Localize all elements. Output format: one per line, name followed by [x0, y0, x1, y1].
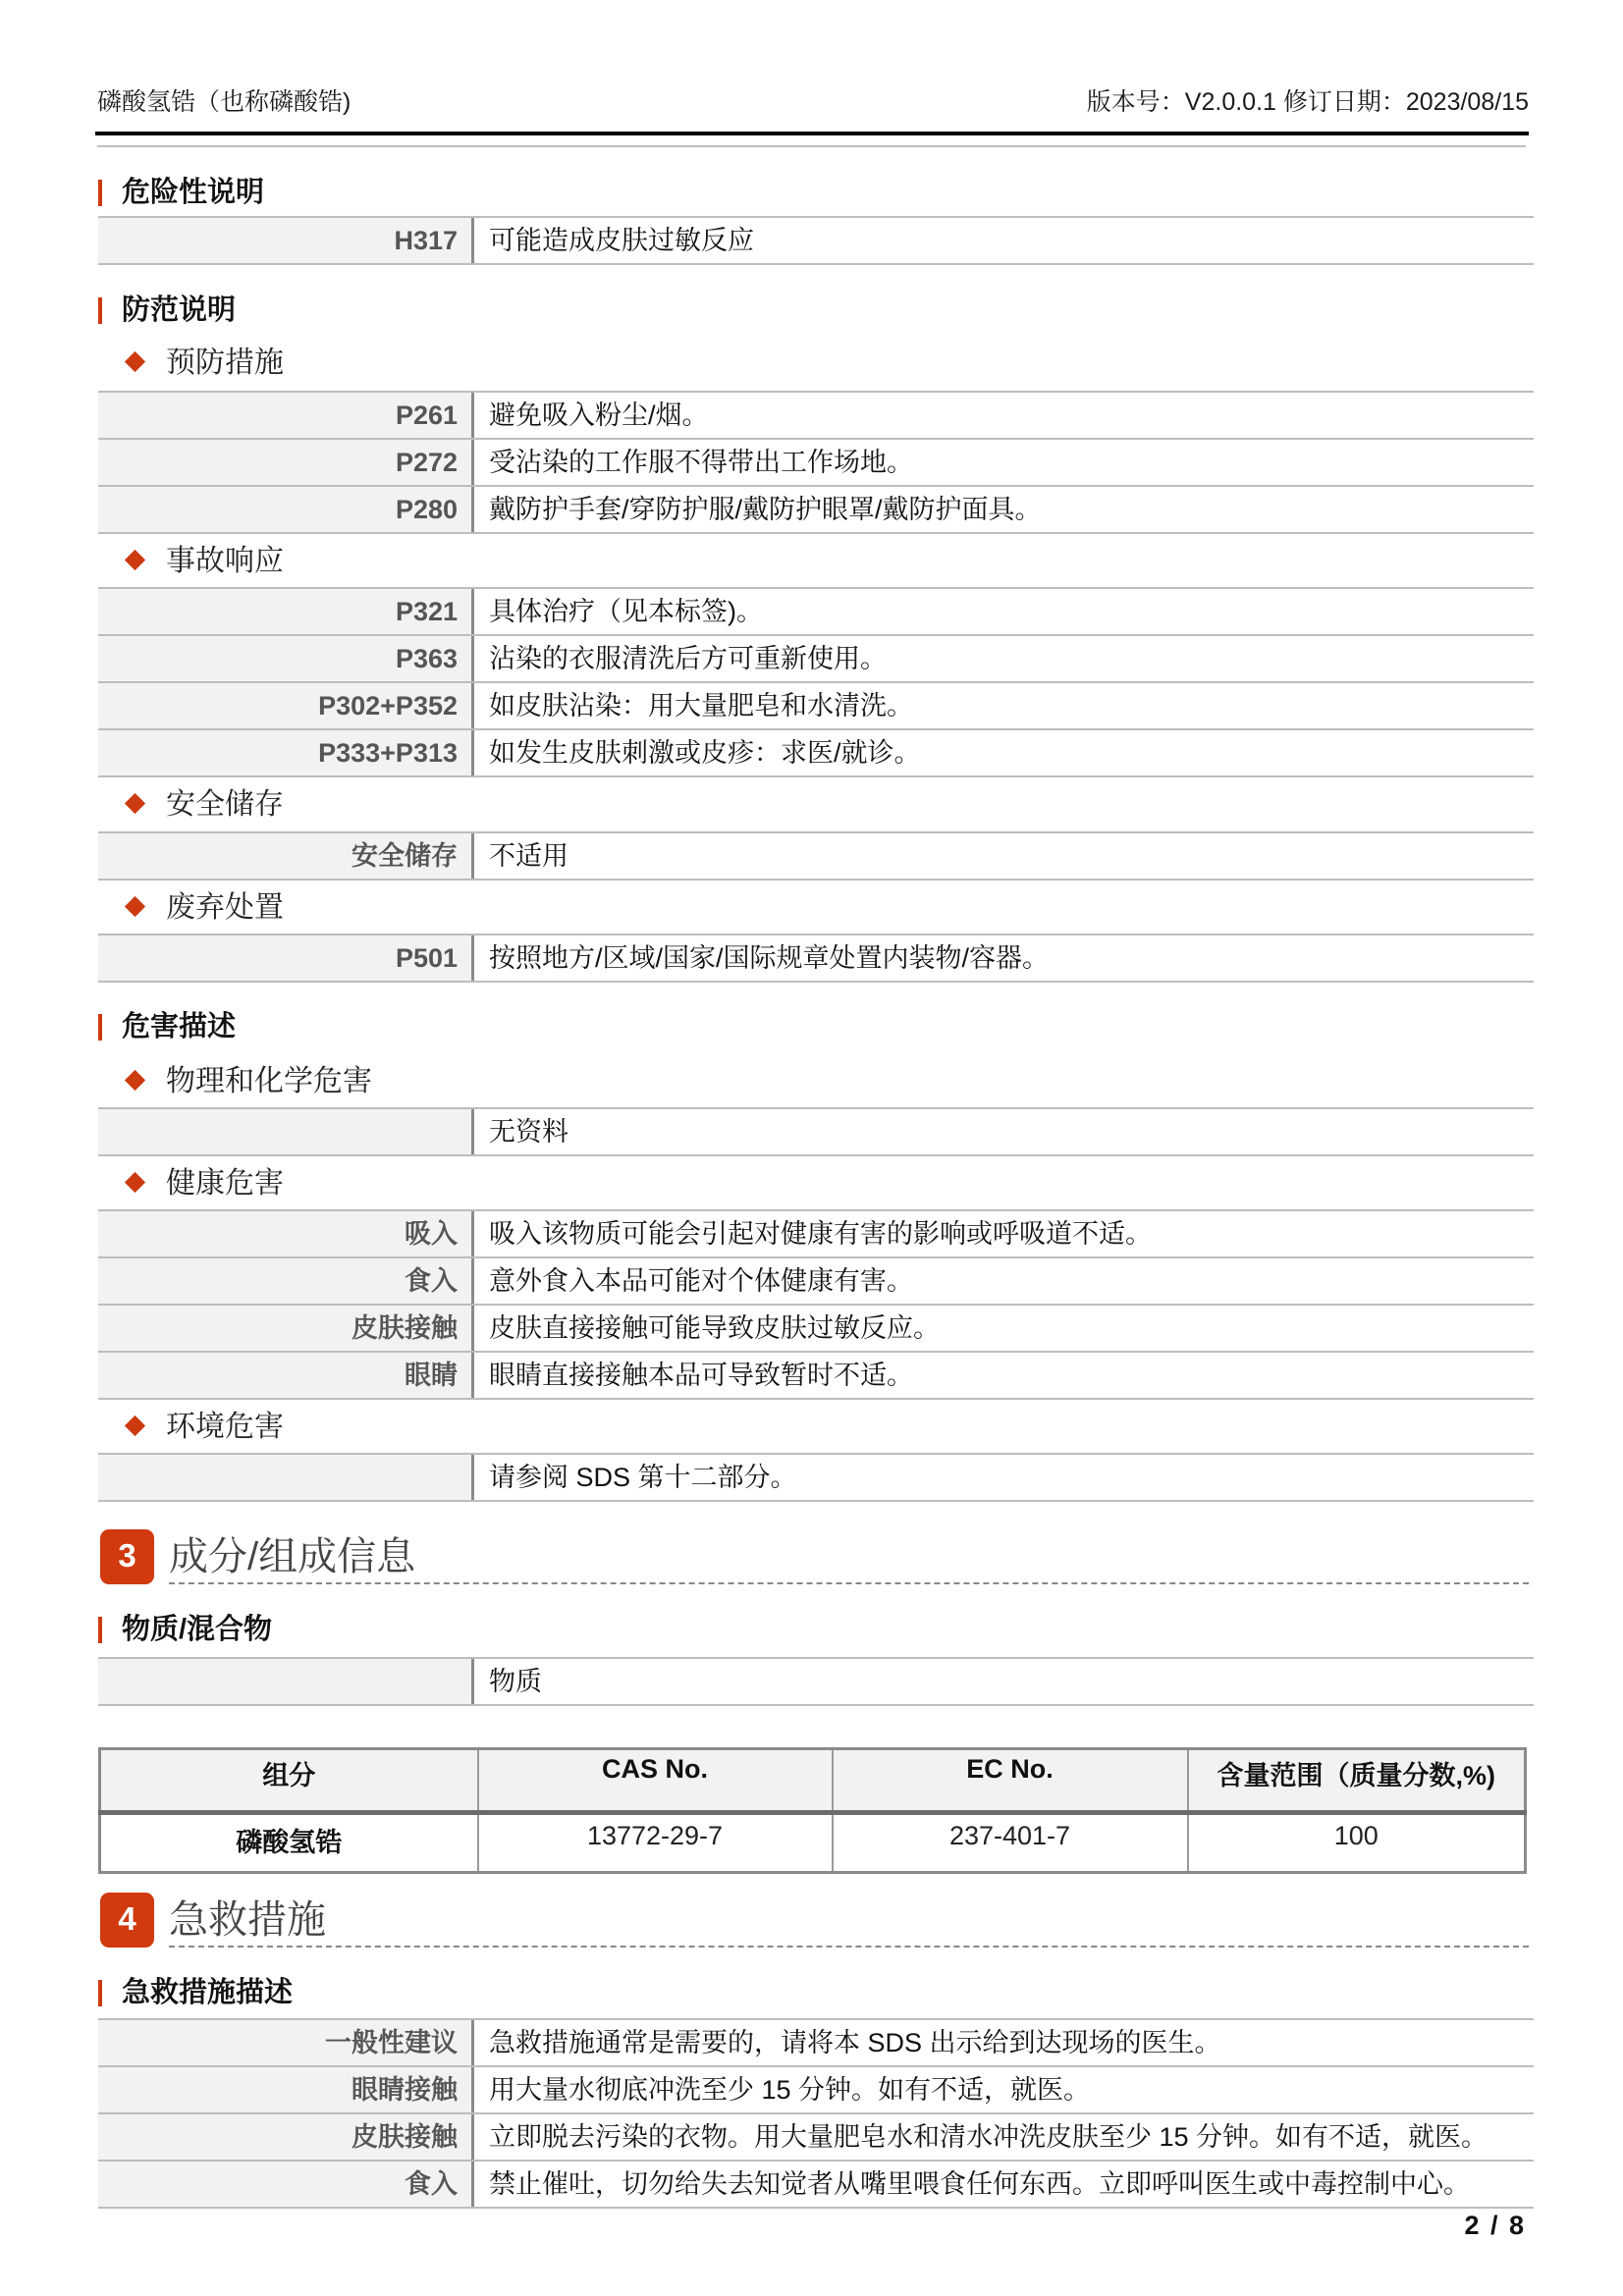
environment-table: [98, 1453, 1534, 1502]
content-range: 100: [1188, 1813, 1526, 1873]
table-row: [98, 1109, 1534, 1156]
statement-code: P302+P352: [98, 683, 474, 728]
first-aid-text: 立即脱去污染的衣物。用大量肥皂水和清水冲洗皮肤至少 15 分钟。如有不适，就医。: [489, 2122, 1488, 2152]
group-title-physchem: 物理和化学危害: [128, 1062, 372, 1101]
first-aid-text: 禁止催吐，切勿给失去知觉者从嘴里喂食任何东西。立即呼叫医生或中毒控制中心。: [489, 2169, 1470, 2199]
table-row: [100, 1813, 1526, 1873]
dashed-rule: [169, 1582, 1529, 1584]
section-number-badge: 3: [100, 1529, 154, 1584]
group-title-storage: 安全储存: [128, 785, 284, 825]
statement-code: P501: [98, 935, 474, 981]
statement-text: 戴防护手套/穿防护服/戴防护眼罩/戴防护面具。: [489, 495, 1042, 524]
table-row: [98, 440, 1534, 487]
substance-mixture-title: 物质/混合物: [98, 1612, 272, 1647]
page-number: 2 / 8: [1464, 2211, 1526, 2240]
statement-text: 具体治疗（见本标签)。: [489, 597, 763, 626]
component-name: 磷酸氢锆: [100, 1813, 478, 1873]
table-row: [98, 487, 1534, 534]
dashed-rule: [169, 1946, 1529, 1948]
table-row: [98, 2114, 1534, 2162]
statement-code: P321: [98, 589, 474, 634]
group-title-prevention: 预防措施: [128, 344, 284, 383]
column-header: 含量范围（质量分数,%): [1188, 1749, 1526, 1813]
statement-text: 按照地方/区域/国家/国际规章处置内装物/容器。: [489, 943, 1050, 973]
table-row: [98, 218, 1534, 265]
first-aid-text: 用大量水彻底冲洗至少 15 分钟。如有不适，就医。: [489, 2075, 1091, 2105]
section-title: 成分/组成信息: [169, 1535, 416, 1578]
statement-code: P333+P313: [98, 730, 474, 775]
statement-text: 如皮肤沾染：用大量肥皂和水清洗。: [489, 691, 913, 721]
table-row: [98, 636, 1534, 683]
statement-text: 受沾染的工作服不得带出工作场地。: [489, 448, 913, 477]
group-title-response: 事故响应: [128, 542, 284, 581]
hazard-label: [98, 1455, 474, 1500]
table-row: [98, 935, 1534, 983]
hazard-text: 请参阅 SDS 第十二部分。: [489, 1463, 797, 1492]
diamond-bullet-icon: [125, 895, 145, 916]
version-info: 版本号：V2.0.0.1 修订日期：2023/08/15: [1086, 88, 1529, 116]
column-header: 组分: [100, 1749, 478, 1813]
hazard-text: 无资料: [489, 1117, 568, 1147]
statement-code: P261: [98, 393, 474, 438]
first-aid-table: [98, 2018, 1534, 2209]
header-subrule: [97, 145, 1526, 147]
diamond-bullet-icon: [125, 549, 145, 569]
table-row: [98, 1258, 1534, 1306]
first-aid-label: 一般性建议: [98, 2020, 474, 2065]
table-row: [98, 2067, 1534, 2114]
statement-code: P280: [98, 487, 474, 532]
health-table: [98, 1209, 1534, 1400]
group-title-disposal: 废弃处置: [128, 888, 284, 928]
substance-value: 物质: [489, 1667, 542, 1696]
hazard-label: 眼睛: [98, 1353, 474, 1398]
diamond-bullet-icon: [125, 1171, 145, 1192]
substance-table: [98, 1657, 1534, 1706]
statement-code: H317: [98, 218, 474, 263]
table-row: [98, 1353, 1534, 1400]
first-aid-label: 食入: [98, 2162, 474, 2207]
table-row: [98, 683, 1534, 730]
statement-text: 可能造成皮肤过敏反应: [489, 226, 754, 255]
physchem-table: [98, 1107, 1534, 1156]
statement-text: 避免吸入粉尘/烟。: [489, 400, 709, 430]
table-row: [98, 2162, 1534, 2209]
precautionary-statements-title: 防范说明: [98, 293, 236, 328]
hazard-text: 意外食入本品可能对个体健康有害。: [489, 1266, 913, 1296]
hazard-label: [98, 1109, 474, 1154]
section-number-badge: 4: [100, 1893, 154, 1948]
table-row: [98, 833, 1534, 881]
composition-table: [98, 1747, 1527, 1874]
statement-code: P272: [98, 440, 474, 485]
first-aid-description-title: 急救措施描述: [98, 1975, 293, 2010]
statement-text: 如发生皮肤刺激或皮疹：求医/就诊。: [489, 738, 921, 768]
document-title: 磷酸氢锆（也称磷酸锆): [97, 88, 352, 116]
hazard-statements-title: 危险性说明: [98, 175, 264, 210]
storage-table: [98, 831, 1534, 881]
ec-number: 237-401-7: [833, 1813, 1188, 1873]
table-row: [98, 730, 1534, 777]
hazard-text: 眼睛直接接触本品可导致暂时不适。: [489, 1361, 913, 1390]
hazard-label: 吸入: [98, 1211, 474, 1256]
substance-label: [98, 1659, 474, 1704]
table-row: [98, 393, 1534, 440]
header-rule: [95, 132, 1529, 135]
disposal-table: [98, 934, 1534, 983]
hazard-text: 皮肤直接接触可能导致皮肤过敏反应。: [489, 1313, 940, 1343]
statement-code: P363: [98, 636, 474, 681]
section-3-heading: [100, 1529, 1529, 1584]
section-4-heading: [100, 1893, 1529, 1948]
statement-text: 不适用: [489, 841, 568, 871]
table-row: [98, 1211, 1534, 1258]
first-aid-text: 急救措施通常是需要的，请将本 SDS 出示给到达现场的医生。: [489, 2028, 1221, 2057]
diamond-bullet-icon: [125, 1415, 145, 1435]
group-title-environment: 环境危害: [128, 1408, 284, 1447]
column-header: EC No.: [833, 1749, 1188, 1813]
hazard-label: 皮肤接触: [98, 1306, 474, 1351]
cas-number: 13772-29-7: [478, 1813, 833, 1873]
hazard-text: 吸入该物质可能会引起对健康有害的影响或呼吸道不适。: [489, 1219, 1152, 1249]
table-row: [98, 1455, 1534, 1502]
hazard-description-title: 危害描述: [98, 1009, 236, 1044]
group-title-health: 健康危害: [128, 1164, 284, 1203]
first-aid-label: 眼睛接触: [98, 2067, 474, 2112]
hazard-label: 食入: [98, 1258, 474, 1304]
table-row: [98, 589, 1534, 636]
table-row: [98, 1659, 1534, 1706]
page-header: [97, 82, 1529, 118]
table-row: [98, 1306, 1534, 1353]
response-table: [98, 587, 1534, 777]
statement-text: 沾染的衣服清洗后方可重新使用。: [489, 644, 887, 673]
table-header-row: [100, 1749, 1526, 1813]
hazard-statements-table: [98, 216, 1534, 265]
section-title: 急救措施: [169, 1898, 326, 1942]
table-row: [98, 2020, 1534, 2067]
column-header: CAS No.: [478, 1749, 833, 1813]
statement-code: 安全储存: [98, 833, 474, 879]
diamond-bullet-icon: [125, 350, 145, 371]
diamond-bullet-icon: [125, 1069, 145, 1090]
prevention-table: [98, 391, 1534, 534]
first-aid-label: 皮肤接触: [98, 2114, 474, 2160]
diamond-bullet-icon: [125, 792, 145, 813]
